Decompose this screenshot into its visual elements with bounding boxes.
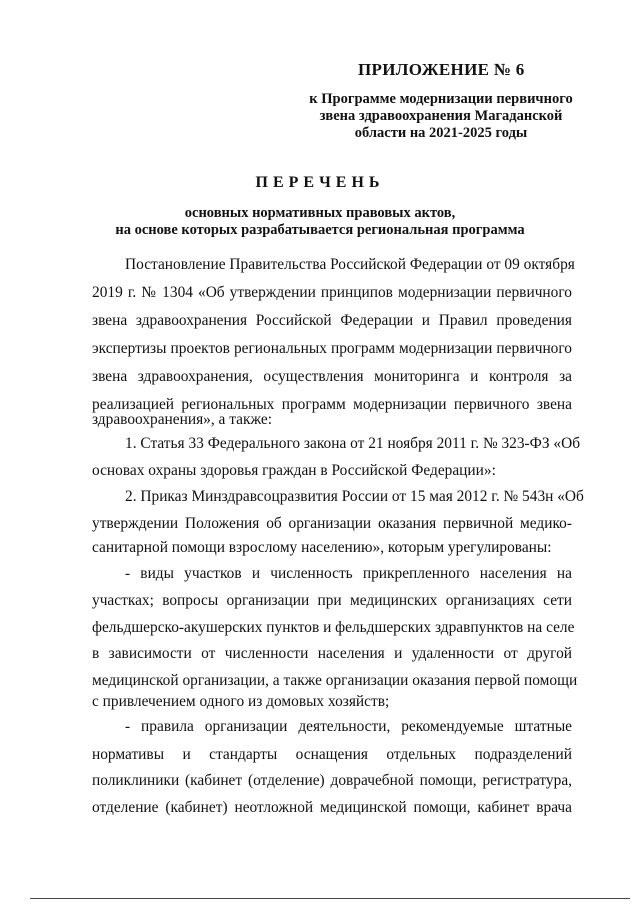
appendix-caption xyxy=(285,91,597,142)
body-line: с привлечением одного из домовых хозяйств; xyxy=(92,693,390,710)
body-line: фельдшерско-акушерских пунктов и фельдшерских здравпунктов на селе xyxy=(92,619,575,636)
appendix-caption-line: области на 2021-2025 годы xyxy=(354,125,528,141)
body-line: отделение (кабинет) неотложной медицинской помощи, кабинет врача xyxy=(92,799,572,816)
body-line: 2. Приказ Минздравсоцразвития России от 15 мая 2012 г. № 543н «Об xyxy=(125,488,584,505)
body-line: нормативы и стандарты оснащения отдельных подразделений xyxy=(92,746,572,763)
document-subtitle-line: на основе которых разрабатывается региональная программа xyxy=(115,222,525,238)
body-line: звена здравоохранения Российской Федерации и Правил проведения xyxy=(92,312,572,329)
body-line: - виды участков и численность прикрепленного населения на xyxy=(125,565,572,582)
appendix-caption-line: звена здравоохранения Магаданской xyxy=(319,108,563,124)
body-line: медицинской организации, а также организации оказания первой помощи xyxy=(92,672,578,689)
body-line: экспертизы проектов региональных программ модернизации первичного xyxy=(92,340,572,357)
appendix-caption-line: к Программе модернизации первичного xyxy=(309,91,573,107)
body-line: санитарной помощи взрослому населению», которым урегулированы: xyxy=(92,539,552,556)
body-line: поликлиники (кабинет (отделение) доврачебной помощи, регистратура, xyxy=(92,772,572,789)
body-line: звена здравоохранения, осуществления мониторинга и контроля за xyxy=(92,368,572,385)
body-line: - правила организации деятельности, рекомендуемые штатные xyxy=(125,718,572,735)
body-line: в зависимости от численности населения и удаленности от другой xyxy=(92,645,572,662)
body-line: Постановление Правительства Российской Федерации от 09 октября xyxy=(125,256,575,273)
appendix-number: ПРИЛОЖЕНИЕ № 6 xyxy=(358,60,525,79)
document-subtitle-line: основных нормативных правовых актов, xyxy=(184,205,456,221)
body-line: 1. Статья 33 Федерального закона от 21 ноября 2011 г. № 323-ФЗ «Об xyxy=(125,435,581,452)
body-line: здравоохранения», а также: xyxy=(92,411,272,428)
document-title: ПЕРЕЧЕНЬ xyxy=(255,174,385,191)
page-bottom-rule xyxy=(30,898,630,899)
body-line: участках; вопросы организации при медицинских организациях сети xyxy=(92,592,572,609)
body-line: реализацией региональных программ модернизации первичного звена xyxy=(92,396,572,413)
document-subtitle xyxy=(0,205,640,239)
body-line: 2019 г. № 1304 «Об утверждении принципов модернизации первичного xyxy=(92,284,572,301)
body-line: основах охраны здоровья граждан в Российской Федерации»: xyxy=(92,462,496,479)
body-line: утверждении Положения об организации оказания первичной медико- xyxy=(92,515,572,532)
